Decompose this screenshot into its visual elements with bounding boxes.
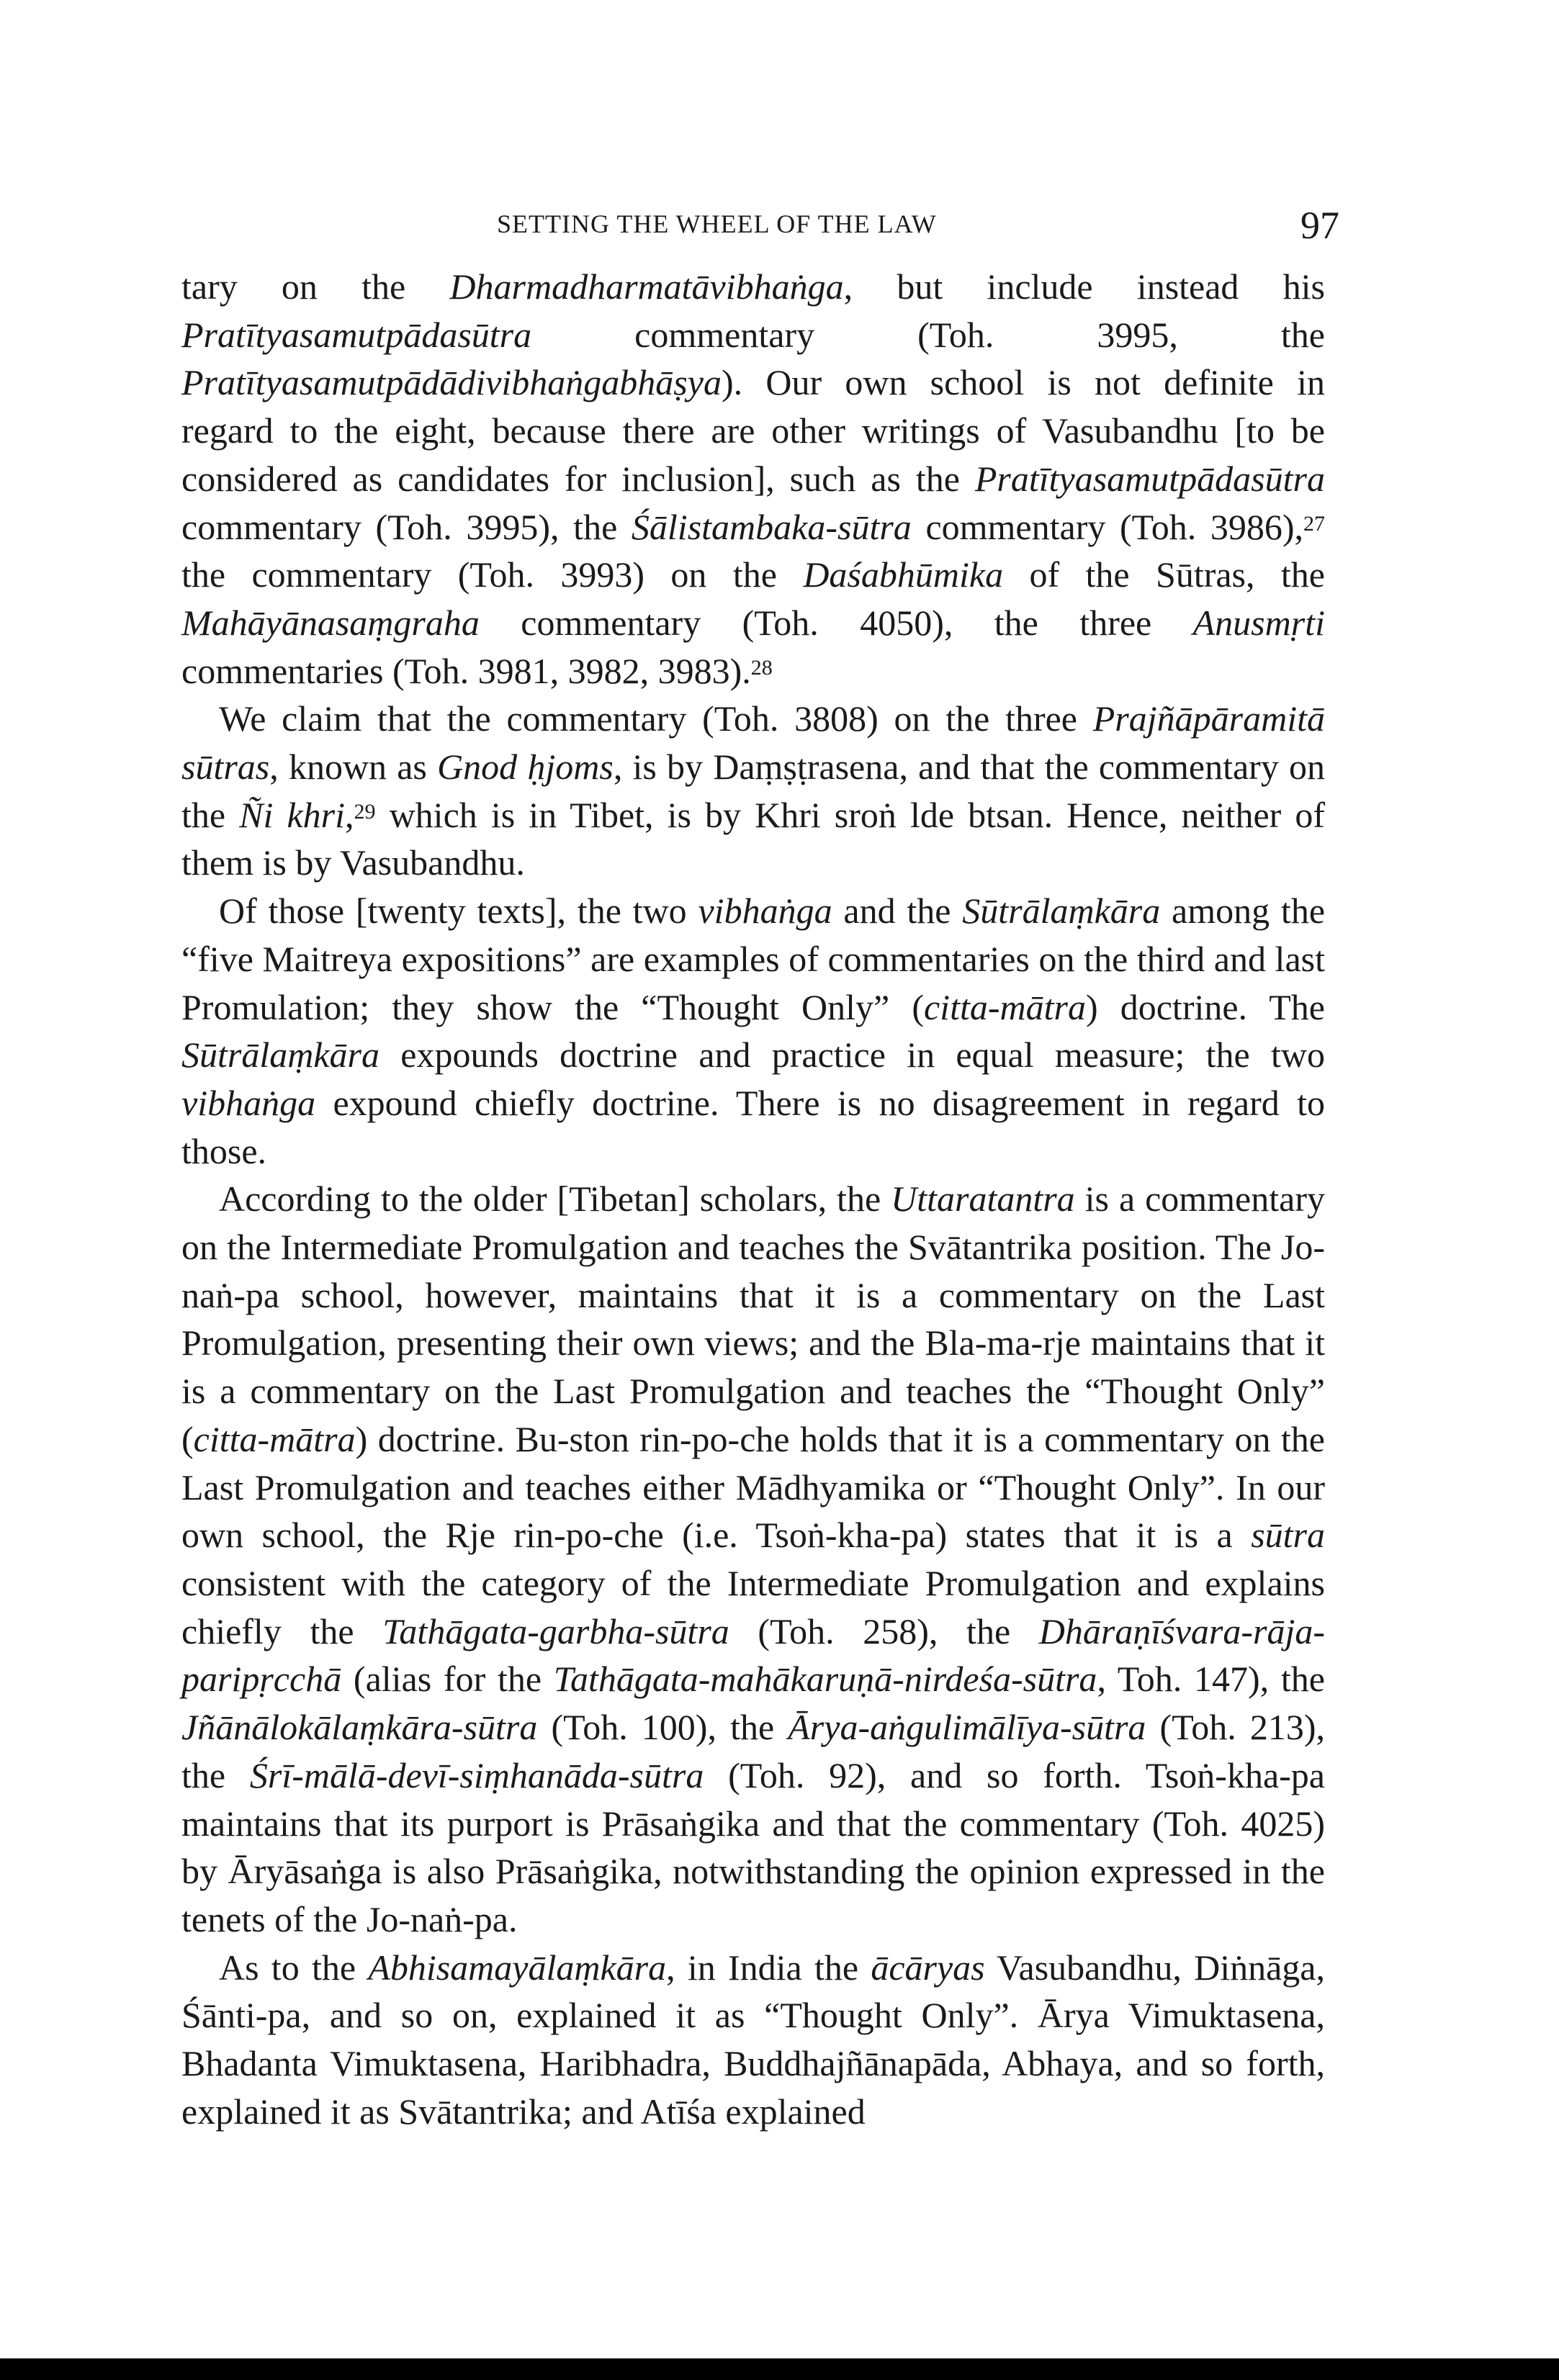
running-head: SETTING THE WHEEL OF THE LAW [497, 209, 937, 238]
footnote-marker: 29 [354, 799, 376, 824]
text-run: (alias for the [341, 1659, 554, 1700]
text-run: , Toh. 147), the [1097, 1659, 1325, 1700]
text-run: , [345, 794, 354, 835]
text-run: consistent with the category of the Intermediate Promulgation and explains chiefly the [181, 1562, 1325, 1651]
text-run: commentary (Toh. 3986), [911, 506, 1303, 547]
italic-term: Śrī-mālā-devī-siṃhanāda-sūtra [249, 1754, 704, 1795]
text-run: ). Our own school is not definite in regard to the eight, because there are other writings of Vasubandhu [to be considered as candidates for inclusion], such as the [181, 362, 1325, 499]
text-run: commentary (Toh. 3995), the [181, 506, 632, 547]
text-run: According to the older [Tibetan] scholars, the [219, 1178, 891, 1220]
text-run: which is in Tibet, is by Khri sroṅ lde btsan. Hence, neither of them is by Vasubandhu. [181, 794, 1325, 883]
italic-term: Pratītyasamutpādasūtra [974, 458, 1325, 499]
text-run: As to the [219, 1947, 369, 1988]
text-run: tary on the [181, 266, 450, 307]
italic-term: Mahāyānasaṃgraha [181, 602, 480, 643]
text-run: the commentary (Toh. 3993) on the [181, 554, 804, 595]
italic-term: Ñi khri [239, 794, 346, 835]
italic-term: Prajñāpāramitā sūtras [181, 698, 1325, 788]
text-run: and the [832, 891, 963, 932]
text-run: (Toh. 92), and so forth. Tsoṅ-kha-pa maintains that its purport is Prāsaṅgika and that the commentary (Toh. 4025) by Āryāsaṅga is also Prāsaṅgika, notwithstanding the opinion expressed in the tenets of the Jo-naṅ-pa. [181, 1754, 1325, 1939]
text-run: We claim that the commentary (Toh. 3808) on the three [219, 698, 1093, 739]
scan-edge [0, 2358, 1559, 2380]
footnote-marker: 27 [1303, 511, 1325, 536]
italic-term: Ārya-aṅgulimālīya-sūtra [788, 1707, 1146, 1748]
text-run: is a commentary on the Intermediate Promulgation and teaches the Svātantrika position. The Jo-naṅ-pa school, however, maintains that it is a commentary on the Last Promulgation, presenting their own views; and the Bla-ma-rje maintains that it is a commentary on the Last Promulgation and teaches the “Thought Only” ( [181, 1178, 1325, 1459]
italic-term: ācāryas [871, 1947, 985, 1988]
page-number: 97 [1300, 204, 1339, 247]
italic-term: Tathāgata-garbha-sūtra [382, 1610, 729, 1651]
paragraph [181, 1944, 1325, 2136]
text-run: expounds doctrine and practice in equal measure; the two [379, 1035, 1325, 1076]
text-run: , in India the [666, 1947, 871, 1988]
text-run: commentaries (Toh. 3981, 3982, 3983). [181, 650, 751, 691]
text-run: (Toh. 258), the [729, 1610, 1039, 1651]
italic-term: Dharmadharmatāvibhaṅga [449, 266, 844, 307]
body-text [181, 263, 1325, 2135]
text-run: (Toh. 213), the [181, 1707, 1326, 1795]
italic-term: Pratītyasamutpādasūtra [181, 314, 532, 355]
italic-term: citta-mātra [193, 1418, 356, 1459]
italic-term: Śālistambaka-sūtra [631, 506, 912, 547]
paragraph [181, 887, 1325, 1175]
italic-term: Jñānālokālaṃkāra-sūtra [181, 1707, 538, 1748]
italic-term: citta-mātra [923, 986, 1086, 1027]
italic-term: Abhisamayālaṃkāra [368, 1947, 667, 1988]
italic-term: Pratītyasamutpādādivibhaṅgabhāṣya [181, 362, 722, 403]
italic-term: Gnod ḥjoms [437, 747, 614, 788]
paragraph [181, 695, 1325, 887]
italic-term: vibhaṅga [698, 891, 832, 932]
text-run: ) doctrine. Bu-ston rin-po-che holds that it is a commentary on the Last Promulgation and teaches either Mādhyamika or “Thought Only”. In our own school, the Rje rin-po-che (i.e. Tsoṅ-kha-pa) states that it is a [181, 1418, 1325, 1556]
paragraph [181, 263, 1325, 695]
text-run: expound chiefly doctrine. There is no disagreement in regard to those. [181, 1082, 1325, 1171]
text-run: (Toh. 100), the [537, 1707, 789, 1748]
italic-term: Daśabhūmika [803, 554, 1004, 595]
footnote-marker: 28 [750, 655, 773, 680]
italic-term: Tathāgata-mahākaruṇā-nirdeśa-sūtra [553, 1659, 1097, 1700]
text-run: , known as [269, 747, 438, 788]
italic-term: Sūtrālaṃkāra [962, 891, 1161, 932]
text-run: among the “five Maitreya expositions” are examples of commentaries on the third and last Promulation; they show the “Thought Only” ( [181, 891, 1326, 1027]
text-run: , is by Daṃṣṭrasena, and that the commentary on the [181, 747, 1325, 835]
paragraph [181, 1175, 1325, 1943]
text-run: , but include instead his [843, 266, 1325, 307]
italic-term: Uttaratantra [891, 1178, 1075, 1220]
italic-term: sūtra [1251, 1515, 1325, 1556]
italic-term: Dhāraṇīśvara-rāja-paripṛcchā [181, 1610, 1326, 1700]
text-run: ) doctrine. The [1085, 986, 1325, 1027]
text-run: Vasubandhu, Diṅnāga, Śānti-pa, and so on, explained it as “Thought Only”. Ārya Vimuktasena, Bhadanta Vimuktasena, Haribhadra, Buddhajñānapāda, Abhaya, and so forth, explained it as Svātantrika; and Atīśa explained [181, 1947, 1326, 2132]
italic-term: Sūtrālaṃkāra [181, 1035, 379, 1076]
text-run: of the Sūtras, the [1003, 554, 1325, 595]
text-run: commentary (Toh. 4050), the three [479, 602, 1193, 643]
italic-term: vibhaṅga [181, 1082, 316, 1123]
text-run: commentary (Toh. 3995, the [531, 314, 1325, 355]
italic-term: Anusmṛti [1192, 602, 1325, 643]
text-run: Of those [twenty texts], the two [219, 891, 698, 932]
